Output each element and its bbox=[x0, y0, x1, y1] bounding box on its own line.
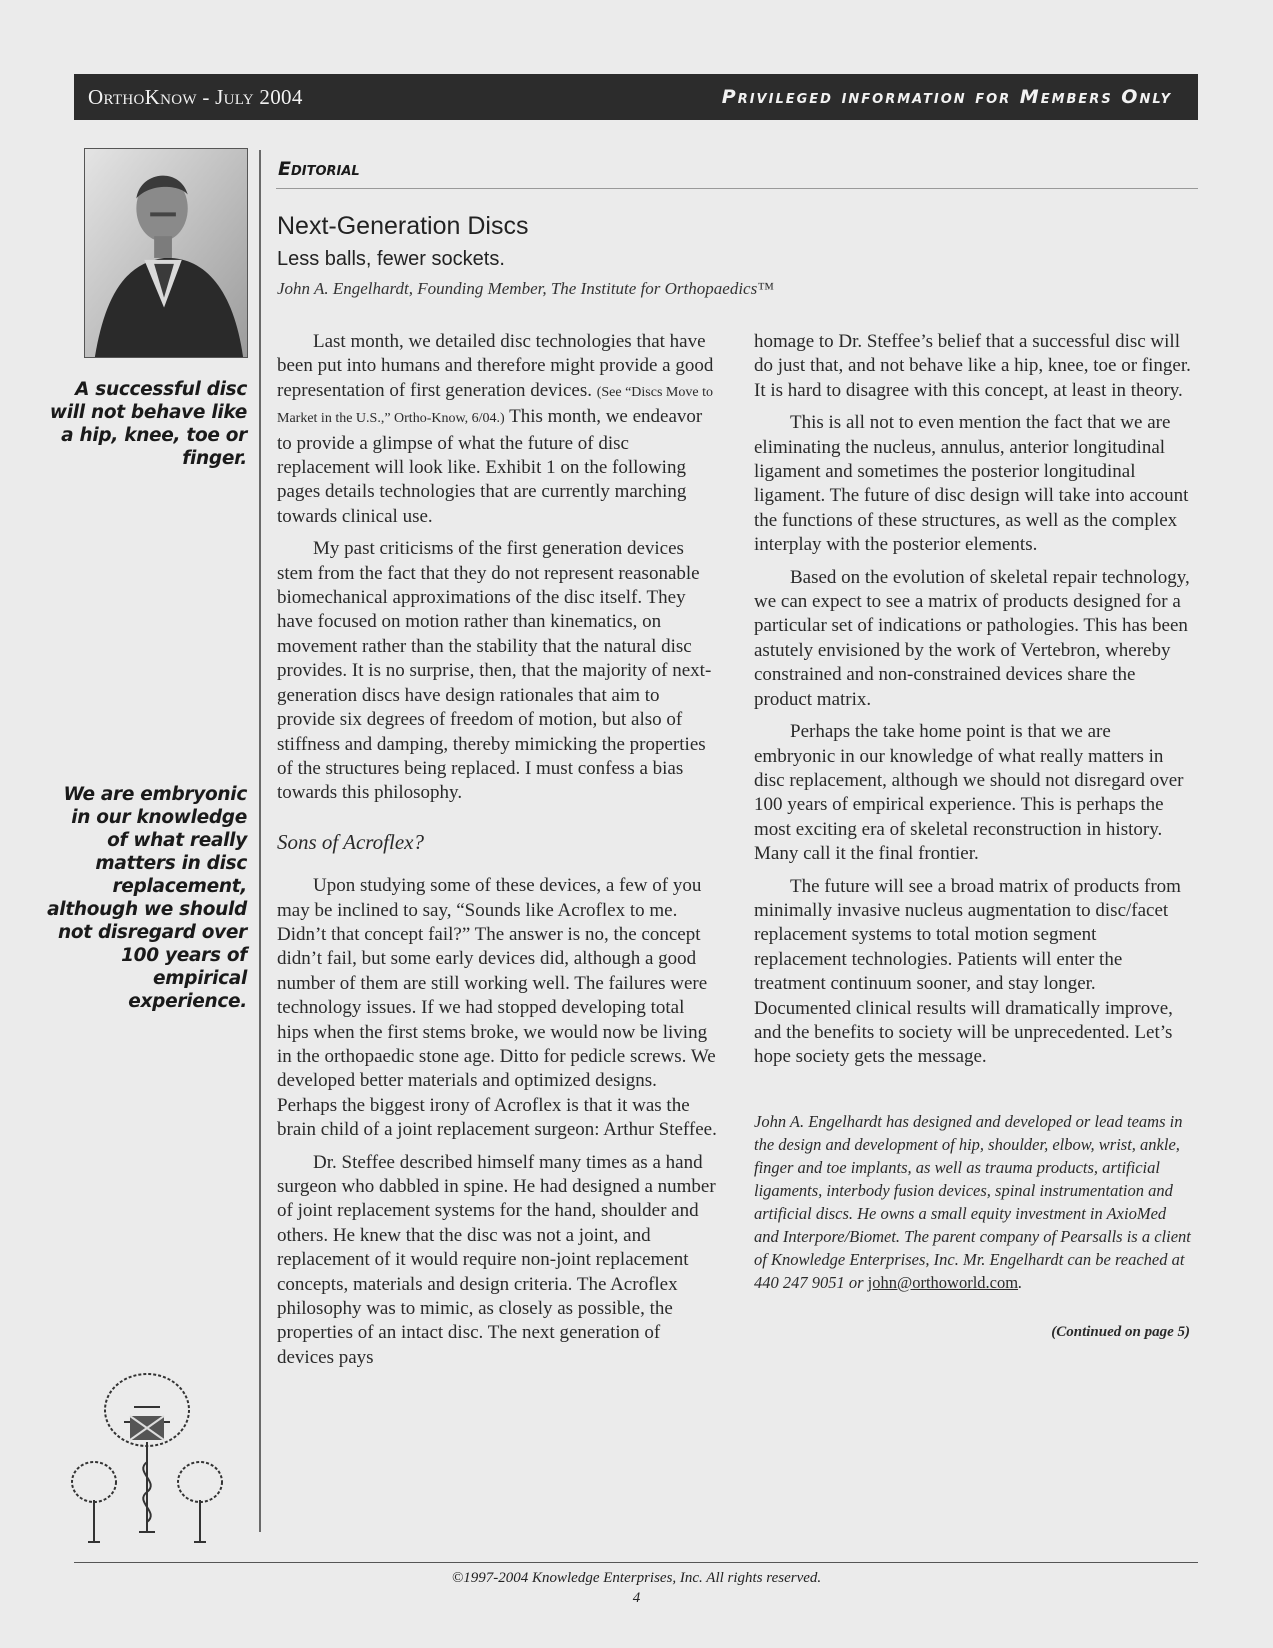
article-column-2 bbox=[754, 330, 1194, 1344]
paragraph-5: This is all not to even mention the fact that we are eliminating the nucleus, annulus, anterior longitudinal ligament and sometimes the posterior longitudinal ligament. The future of disc design will take into account the functions of these structures, as well as the complex interplay with the posterior elements. bbox=[754, 412, 1189, 556]
copyright-notice: ©1997-2004 Knowledge Enterprises, Inc. All rights reserved. bbox=[451, 1570, 822, 1586]
pull-quote-1: A successful disc will not behave like a hip, knee, toe or finger. bbox=[49, 379, 247, 469]
column-divider bbox=[259, 150, 261, 1532]
paragraph-7: Perhaps the take home point is that we are embryonic in our knowledge of what really matters in disc replacement, although we should not disregard over 100 years of empirical experience. This is perhaps the most exciting era of skeletal reconstruction in history. Many call it the final frontier. bbox=[754, 721, 1184, 865]
continued-note: (Continued on page 5) bbox=[1051, 1323, 1190, 1340]
newsletter-issue: OrthoKnow - July 2004 bbox=[88, 84, 303, 109]
pull-quote-2: We are embryonic in our knowledge of what really matters in disc replacement, although we should not disregard over 100 years of empirical experience. bbox=[47, 784, 247, 1012]
paragraph-2: My past criticisms of the first generation devices stem from the fact that they do not represent reasonable biomechanical approximations of the disc itself. They have focused on motion rather than kinematics, on movement rather than the stability that the natural disc provides. It is no surprise, then, that the majority of next-generation discs have design rationales that aim to provide six degrees of freedom of motion, but also of stiffness and damping, thereby mimicking the properties of the structures being replaced. I must confess a bias towards this philosophy. bbox=[277, 538, 712, 804]
section-rule bbox=[276, 188, 1198, 189]
institute-tree-logo bbox=[64, 1362, 230, 1552]
paragraph-6: Based on the evolution of skeletal repair technology, we can expect to see a matrix of products designed for a particular set of indications or pathologies. This has been astutely envisioned by the work of Vertebron, whereby constrained and non-constrained devices share the product matrix. bbox=[754, 566, 1190, 710]
paragraph-8: The future will see a broad matrix of products from minimally invasive nucleus augmentation to disc/facet replacement systems to total motion segment replacement technologies. Patients will enter the treatment continuum sooner, and stay longer. Documented clinical results will dramatically improve, and the benefits to society will be unprecedented. Let’s hope society gets the message. bbox=[754, 875, 1181, 1068]
paragraph-3: Upon studying some of these devices, a few of you may be inclined to say, “Sounds like Acroflex to me. Didn’t that concept fail?” The answer is no, the concept didn’t fail, but some early devices did, although a good number of them are still working well. The failures were technology issues. If we had stopped developing total hips when the first stems broke, we would now be living in the orthopaedic stone age. Ditto for pedicle screws. We developed better materials and optimized designs. Perhaps the biggest irony of Acroflex is that it was the brain child of a joint replacement surgeon: Arthur Steffee. bbox=[277, 875, 717, 1141]
reference-citation: (See “Discs Move to Market in the U.S.,” Ortho-Know, 6/04.) bbox=[277, 384, 713, 427]
privileged-notice: Privileged information for Members Only bbox=[721, 86, 1172, 108]
section-label: Editorial bbox=[278, 158, 360, 180]
article-title: Next-Generation Discs bbox=[277, 212, 529, 240]
article-byline: John A. Engelhardt, Founding Member, The Institute for Orthopaedics™ bbox=[277, 279, 774, 298]
subheading: Sons of Acroflex? bbox=[277, 829, 424, 854]
paragraph-4-continued: homage to Dr. Steffee’s belief that a successful disc will do just that, and not behave like a hip, knee, toe or finger. It is hard to disagree with this concept, at least in theory. bbox=[754, 331, 1191, 401]
author-bio: John A. Engelhardt has designed and developed or lead teams in the design and development of hip, shoulder, elbow, wrist, ankle, finger and toe implants, as well as trauma products, artificial ligaments, interbody fusion devices, spinal instrumentation and artificial discs. He owns a small equity investment in AxioMed and Interpore/Biomet. The parent company of Pearsalls is a client of Knowledge Enterprises, Inc. Mr. Engelhardt can be reached at 440 247 9051 or john@orthoworld.com. bbox=[754, 1111, 1191, 1292]
page-number: 4 bbox=[632, 1590, 641, 1606]
article-subtitle: Less balls, fewer sockets. bbox=[277, 248, 505, 270]
footer-rule bbox=[74, 1562, 1198, 1563]
article-column-1 bbox=[277, 330, 717, 1378]
paragraph-1: Last month, we detailed disc technologies that have been put into humans and therefore might provide a good representation of first generation devices. (See “Discs Move to Market in the U.S.,” Ortho-Know, 6/04.) This month, we endeavor to provide a glimpse of what the future of disc replacement will look like. Exhibit 1 on the following pages details technologies that are currently marching towards clinical use. bbox=[277, 331, 714, 527]
author-photo bbox=[84, 148, 248, 358]
paragraph-4: Dr. Steffee described himself many times as a hand surgeon who dabbled in spine. He had designed a number of joint replacement systems for the hand, shoulder and others. He knew that the disc was not a joint, and replacement of it would require non-joint replacement concepts, materials and design criteria. The Acroflex philosophy was to mimic, as closely as possible, the properties of an intact disc. The next generation of devices pays bbox=[277, 1151, 716, 1368]
author-email-link[interactable]: john@orthoworld.com bbox=[867, 1272, 1019, 1292]
header-bar bbox=[74, 74, 1198, 120]
